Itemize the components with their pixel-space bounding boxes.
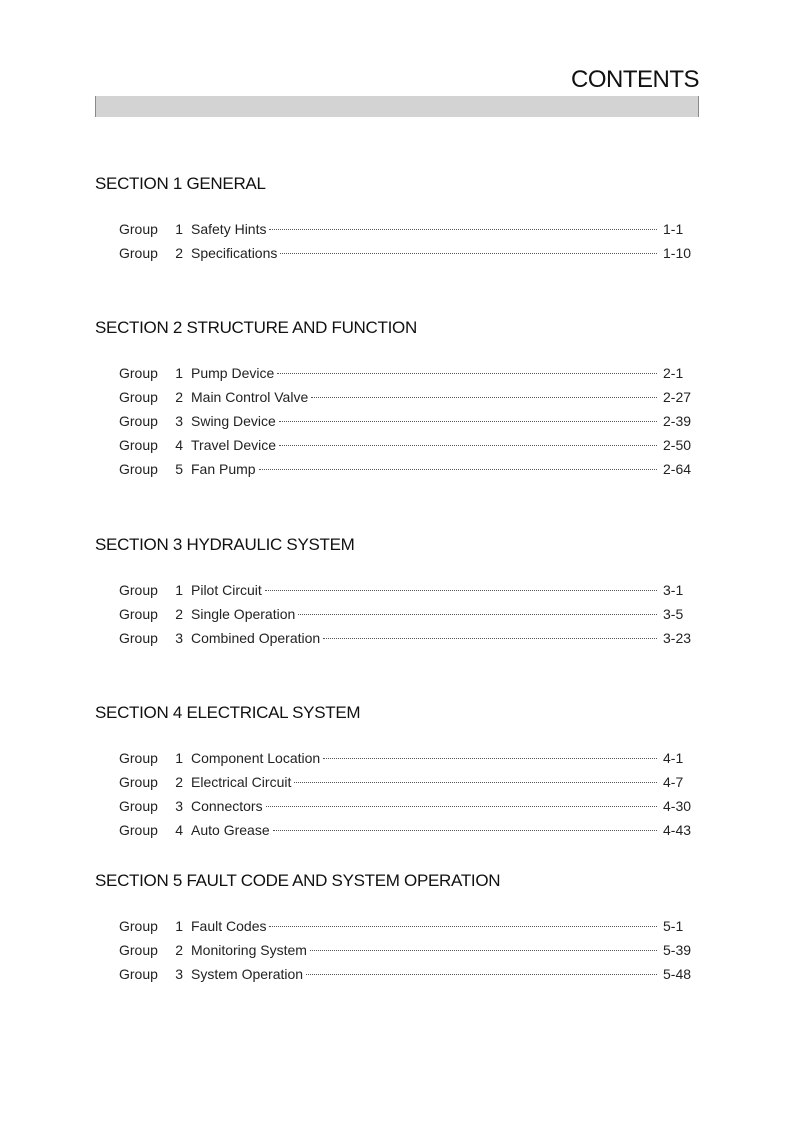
group-title: Main Control Valve (191, 389, 309, 405)
group-number: 4 (175, 822, 183, 838)
section-1 (95, 172, 699, 265)
page-number: 2-64 (663, 461, 692, 477)
section-4 (95, 701, 699, 842)
group-word: Group (119, 630, 158, 646)
dot-leader (306, 974, 657, 975)
group-number: 1 (175, 582, 183, 598)
page-number: 3-5 (663, 606, 684, 622)
group-word: Group (119, 437, 158, 453)
dot-leader (323, 758, 657, 759)
section-heading: SECTION 3 HYDRAULIC SYSTEM (95, 535, 355, 554)
page-number: 5-1 (663, 918, 684, 934)
group-word: Group (119, 413, 158, 429)
dot-leader (269, 926, 657, 927)
dot-leader (277, 373, 657, 374)
toc-entry[interactable] (95, 361, 699, 385)
group-title: Fan Pump (191, 461, 256, 477)
toc-entry[interactable] (95, 217, 699, 241)
group-title: Monitoring System (191, 942, 307, 958)
dot-leader (259, 469, 657, 470)
group-word: Group (119, 221, 158, 237)
group-title: Safety Hints (191, 221, 267, 237)
group-title: Swing Device (191, 413, 276, 429)
group-word: Group (119, 389, 158, 405)
dot-leader (323, 638, 657, 639)
page-number: 4-30 (663, 798, 692, 814)
group-number: 1 (175, 221, 183, 237)
toc-entry[interactable] (95, 914, 699, 938)
group-word: Group (119, 750, 158, 766)
group-number: 2 (175, 942, 183, 958)
group-word: Group (119, 822, 158, 838)
group-title: Component Location (191, 750, 321, 766)
page-number: 4-7 (663, 774, 684, 790)
group-list (95, 217, 699, 265)
page-number: 2-27 (663, 389, 692, 405)
group-number: 2 (175, 774, 183, 790)
group-list (95, 578, 699, 650)
group-list (95, 914, 699, 986)
page-number: 4-43 (663, 822, 692, 838)
group-list (95, 361, 699, 481)
group-word: Group (119, 966, 158, 982)
dot-leader (273, 830, 657, 831)
toc-entry[interactable] (95, 770, 699, 794)
group-number: 3 (175, 630, 183, 646)
group-number: 3 (175, 798, 183, 814)
group-title: Auto Grease (191, 822, 270, 838)
group-number: 1 (175, 750, 183, 766)
dot-leader (310, 950, 657, 951)
page-number: 4-1 (663, 750, 684, 766)
group-word: Group (119, 606, 158, 622)
toc-entry[interactable] (95, 938, 699, 962)
dot-leader (294, 782, 657, 783)
group-number: 3 (175, 413, 183, 429)
group-word: Group (119, 461, 158, 477)
toc-entry[interactable] (95, 626, 699, 650)
dot-leader (266, 806, 657, 807)
group-title: Combined Operation (191, 630, 321, 646)
group-word: Group (119, 774, 158, 790)
toc-entry[interactable] (95, 578, 699, 602)
group-number: 4 (175, 437, 183, 453)
group-number: 2 (175, 606, 183, 622)
page-number: 2-1 (663, 365, 684, 381)
page-number: 5-39 (663, 942, 692, 958)
page-number: 2-50 (663, 437, 692, 453)
toc-entry[interactable] (95, 409, 699, 433)
page-number: 3-23 (663, 630, 692, 646)
dot-leader (311, 397, 657, 398)
group-list (95, 746, 699, 842)
group-number: 3 (175, 966, 183, 982)
section-heading: SECTION 4 ELECTRICAL SYSTEM (95, 703, 361, 722)
group-word: Group (119, 365, 158, 381)
page-number: 3-1 (663, 582, 684, 598)
group-title: Pump Device (191, 365, 275, 381)
page-number: 2-39 (663, 413, 692, 429)
dot-leader (298, 614, 657, 615)
group-number: 2 (175, 389, 183, 405)
group-word: Group (119, 798, 158, 814)
group-title: Travel Device (191, 437, 277, 453)
group-title: System Operation (191, 966, 304, 982)
group-title: Electrical Circuit (191, 774, 292, 790)
group-title: Pilot Circuit (191, 582, 262, 598)
toc-entry[interactable] (95, 385, 699, 409)
group-number: 5 (175, 461, 183, 477)
dot-leader (279, 421, 657, 422)
section-3 (95, 533, 699, 650)
group-number: 1 (175, 365, 183, 381)
page-title: CONTENTS (571, 66, 699, 93)
section-heading: SECTION 5 FAULT CODE AND SYSTEM OPERATION (95, 871, 501, 890)
section-5 (95, 869, 699, 986)
group-title: Connectors (191, 798, 263, 814)
toc-entry[interactable] (95, 794, 699, 818)
toc-entry[interactable] (95, 746, 699, 770)
group-word: Group (119, 245, 158, 261)
page-number: 1-1 (663, 221, 684, 237)
section-2 (95, 316, 699, 481)
group-word: Group (119, 942, 158, 958)
group-title: Single Operation (191, 606, 296, 622)
dot-leader (269, 229, 657, 230)
toc-entry[interactable] (95, 241, 699, 265)
toc-entry[interactable] (95, 962, 699, 986)
group-title: Specifications (191, 245, 278, 261)
toc-entry[interactable] (95, 457, 699, 481)
page-number: 1-10 (663, 245, 692, 261)
dot-leader (279, 445, 657, 446)
toc-entry[interactable] (95, 602, 699, 626)
toc-entry[interactable] (95, 818, 699, 842)
group-title: Fault Codes (191, 918, 267, 934)
section-heading: SECTION 2 STRUCTURE AND FUNCTION (95, 318, 417, 337)
group-number: 2 (175, 245, 183, 261)
page-number: 5-48 (663, 966, 692, 982)
toc-entry[interactable] (95, 433, 699, 457)
group-word: Group (119, 582, 158, 598)
title-bar (95, 96, 699, 117)
dot-leader (265, 590, 657, 591)
group-number: 1 (175, 918, 183, 934)
dot-leader (280, 253, 657, 254)
section-heading: SECTION 1 GENERAL (95, 174, 266, 193)
group-word: Group (119, 918, 158, 934)
